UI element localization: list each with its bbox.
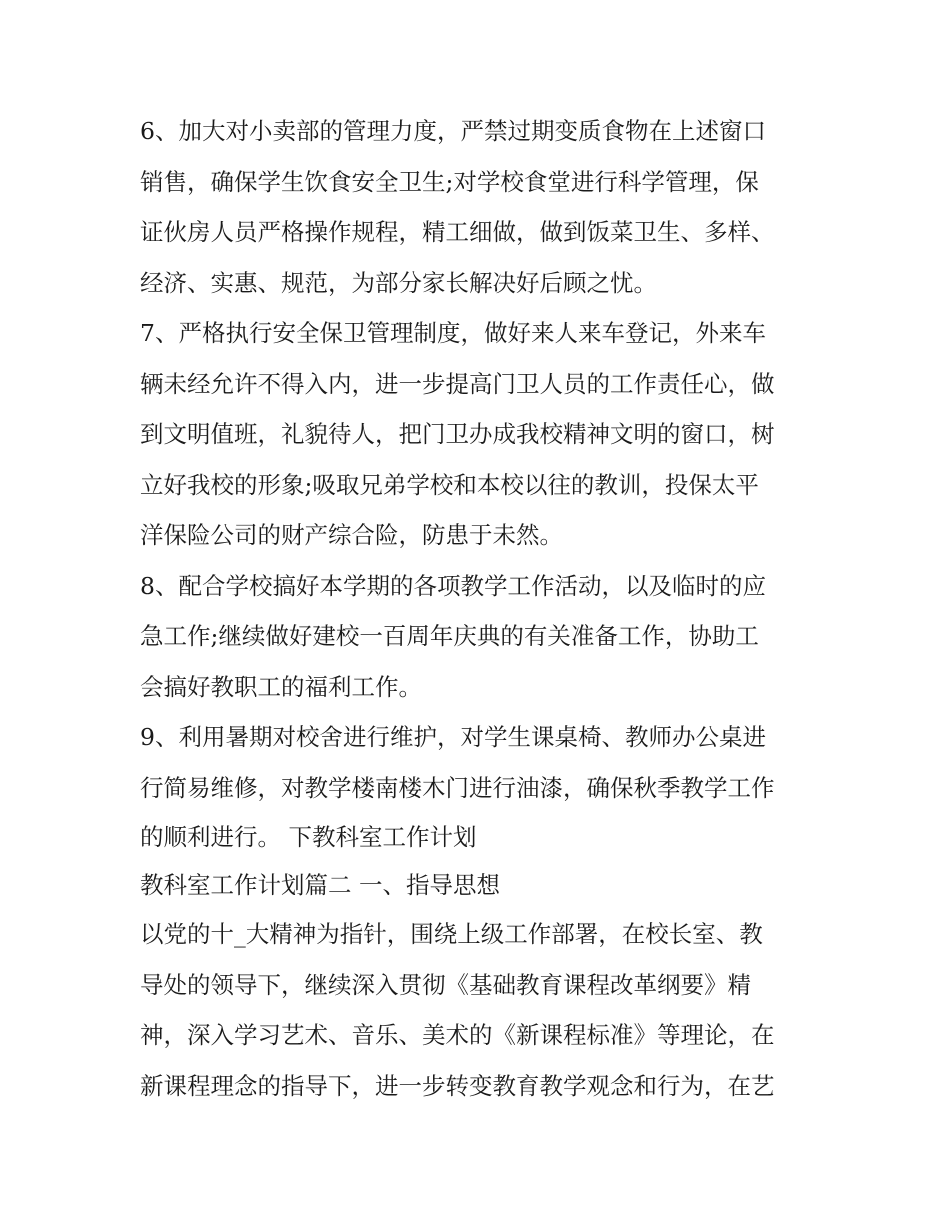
text-line: 9、利用暑期对校舍进行维护，对学生课桌椅、教师办公桌进 bbox=[140, 723, 766, 751]
document-body bbox=[140, 106, 820, 1111]
text-line: 8、配合学校搞好本学期的各项教学工作活动，以及临时的应 bbox=[140, 571, 766, 600]
text-line: 神，深入学习艺术、音乐、美术的《新课程标准》等理论，在 bbox=[140, 1021, 775, 1049]
text-line: 到文明值班，礼貌待人，把门卫办成我校精神文明的窗口，树 bbox=[140, 420, 775, 448]
text-line: 以党的十_大精神为指针，围绕上级工作部署，在校长室、教 bbox=[140, 920, 763, 948]
text-line: 证伙房人员严格操作规程，精工细做，做到饭菜卫生、多样、 bbox=[140, 218, 775, 246]
text-line: 立好我校的形象;吸取兄弟学校和本校以往的教训，投保太平 bbox=[140, 470, 759, 499]
text-line: 洋保险公司的财产综合险，防患于未然。 bbox=[140, 521, 563, 549]
text-line: 的顺利进行。 下教科室工作计划 bbox=[140, 823, 477, 851]
text-line: 6、加大对小卖部的管理力度，严禁过期变质食物在上述窗口 bbox=[140, 117, 766, 145]
text-line: 新课程理念的指导下，进一步转变教育教学观念和行为，在艺 bbox=[140, 1071, 775, 1100]
text-line: 会搞好教职工的福利工作。 bbox=[140, 672, 422, 701]
text-line: 辆未经允许不得入内，进一步提高门卫人员的工作责任心，做 bbox=[140, 369, 775, 398]
text-line: 行简易维修，对教学楼南楼木门进行油漆，确保秋季教学工作 bbox=[140, 773, 775, 802]
text-line: 销售，确保学生饮食安全卫生;对学校食堂进行科学管理，保 bbox=[140, 167, 759, 196]
text-line: 导处的领导下，继续深入贯彻《基础教育课程改革纲要》精 bbox=[140, 970, 751, 999]
section-heading: 教科室工作计划篇二 一、指导思想 bbox=[140, 871, 500, 899]
text-line: 急工作;继续做好建校一百周年庆典的有关准备工作，协助工 bbox=[140, 622, 759, 650]
text-line: 7、严格执行安全保卫管理制度，做好来人来车登记，外来车 bbox=[140, 319, 766, 347]
text-line: 经济、实惠、规范，为部分家长解决好后顾之忧。 bbox=[140, 268, 657, 297]
